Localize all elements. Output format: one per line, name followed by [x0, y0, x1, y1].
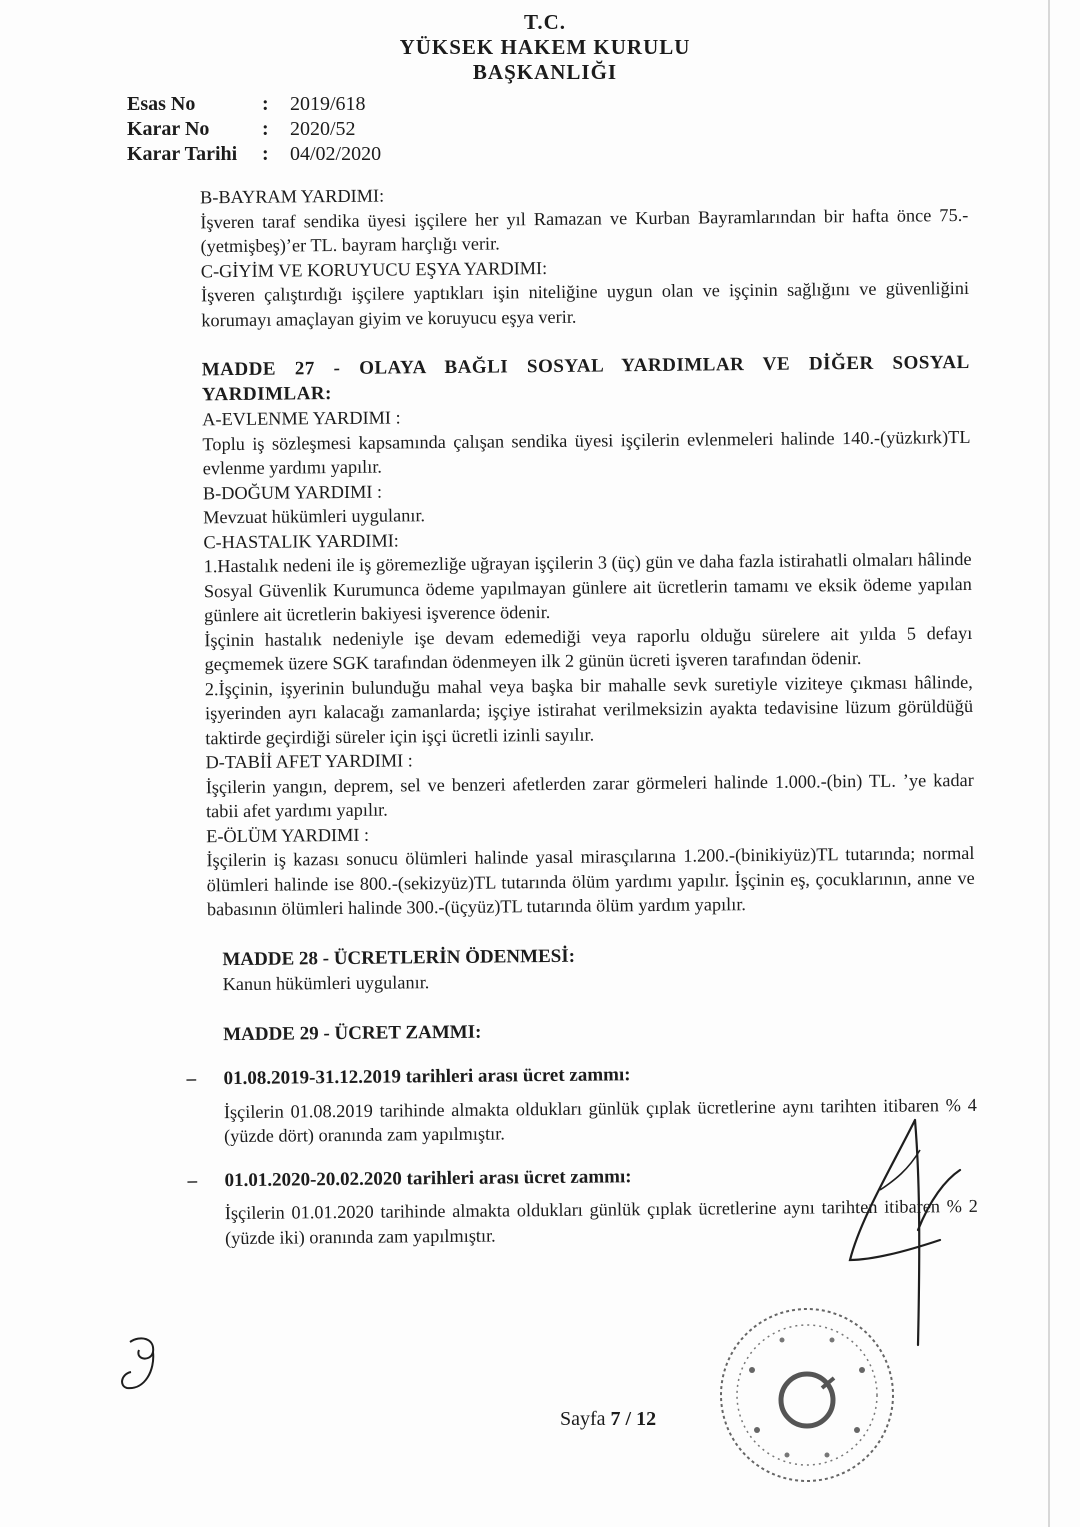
tarih-label: Karar Tarihi	[127, 143, 238, 165]
paragraph-hastalik-2: İşçinin hastalık nedeniyle işe devam edemediği veya raporlu olduğu sürelere ait yılda 5 defayı geçmemek üzere SGK tarafından ödenmeyen ilk 2 günün ücreti işveren tarafından ödenir.	[204, 622, 973, 675]
page-label: Sayfa	[560, 1408, 606, 1430]
karar-value: 2020/52	[290, 118, 356, 140]
zam-1-title: 01.08.2019-31.12.2019 tarihleri arası ücret zammı:	[223, 1064, 631, 1090]
section-title-evlenme: A-EVLENME YARDIMI :	[202, 407, 401, 430]
bullet-dash: –	[187, 1169, 198, 1191]
section-title-afet: D-TABİİ AFET YARDIMI :	[205, 750, 413, 773]
paragraph-olum: İşçilerin iş kazası sonucu ölümleri halinde yasal mirasçılarına 1.200.-(binikiyüz)TL tutarında; normal ölümleri halinde ise 800.-(sekizyüz)TL tutarında ölüm yardımı yapılır. İşçinin eş, çocuklarının, anne ve babasının ölümleri halinde 300.-(üçyüz)TL tutarında ölüm yardım yapılır.	[206, 842, 975, 920]
article-28-title: MADDE 28 - ÜCRETLERİN ÖDENMESİ:	[222, 945, 576, 970]
meta-colon: :	[262, 143, 269, 165]
article-27-title: MADDE 27 - OLAYA BAĞLI SOSYAL YARDIMLAR VE DİĞER SOSYAL YARDIMLAR:	[201, 351, 970, 405]
paragraph-afet: İşçilerin yangın, deprem, sel ve benzeri afetlerden zarar görmeleri halinde 1.000.-(bin) TL. ’ye kadar tabii afet yardımı yapılır.	[205, 769, 974, 822]
scan-edge-line	[1048, 0, 1050, 1527]
paragraph-hastalik-3: 2.İşçinin, işyerinin bulunduğu mahal veya başka bir mahalle sevk suretiyle viziteye çıkması hâlinde, işyerinden ayrı kalacağı zamanlarda; işçiye istirahat verilmeksizin ayakta tedavisine lüzum görüldüğü taktirde geçirdiği süreler için işçi ücretli izinli sayılır.	[204, 671, 974, 748]
meta-colon: :	[262, 93, 269, 115]
paragraph-zam-2: İşçilerin 01.01.2020 tarihinde almakta oldukları günlük çıplak ücretlerine aynı tarihten itibaren % 2 (yüzde iki) oranında zam yapılmıştır.	[224, 1195, 978, 1248]
header-line-1: T.C.	[523, 10, 567, 34]
page-footer	[560, 1408, 656, 1431]
header-line-2: YÜKSEK HAKEM KURULU	[399, 35, 691, 59]
article-29-title: MADDE 29 - ÜCRET ZAMMI:	[223, 1021, 482, 1045]
meta-colon: :	[262, 118, 269, 140]
meta-row-karar	[127, 117, 381, 142]
stamp-icon	[712, 1300, 902, 1490]
paragraph-evlenme: Toplu iş sözleşmesi kapsamında çalışan sendika üyesi işçilerin evlenmeleri halinde 140.-(yüzkırk)TL evlenme yardımı yapılır.	[202, 426, 971, 479]
page-number: 7 / 12	[610, 1408, 657, 1430]
section-title-olum: E-ÖLÜM YARDIMI :	[206, 824, 370, 846]
karar-label: Karar No	[127, 118, 210, 140]
paragraph-madde28: Kanun hükümleri uygulanır.	[222, 972, 430, 995]
section-title-hastalik: C-HASTALIK YARDIMI:	[203, 529, 399, 552]
paragraph-bayram: İşveren taraf sendika üyesi işçilere her yıl Ramazan ve Kurban Bayramlarından bir hafta önce 75.-(yetmişbeş)’er TL. bayram harçlığı verir.	[200, 204, 969, 257]
document-header	[0, 10, 1080, 85]
zam-2-title: 01.01.2020-20.02.2020 tarihleri arası ücret zammı:	[224, 1165, 632, 1191]
section-title-giyim: C-GİYİM VE KORUYUCU EŞYA YARDIMI:	[200, 257, 548, 281]
esas-label: Esas No	[127, 93, 196, 115]
bullet-dash: –	[186, 1068, 197, 1090]
section-title-bayram: B-BAYRAM YARDIMI:	[200, 185, 385, 208]
document-body	[130, 178, 978, 1251]
esas-value: 2019/618	[290, 93, 366, 115]
meta-row-esas	[127, 92, 381, 117]
section-title-dogum: B-DOĞUM YARDIMI :	[202, 481, 383, 503]
header-line-3: BAŞKANLIĞI	[472, 60, 618, 84]
tarih-value: 04/02/2020	[290, 143, 382, 165]
paragraph-hastalik-1: 1.Hastalık nedeni ile iş göremezliğe uğrayan işçilerin 3 (üç) gün ve daha fazla istirahatli olmaları hâlinde Sosyal Güvenlik Kurumunca ödeme yapılmayan günlere ait ücretlerin tamamı ve eksik ödeme yapılan günlere ait ücretlerin bakiyesi işverence ödenir.	[203, 548, 972, 626]
paragraph-giyim: İşveren çalıştırdığı işçilere yaptıkları işin niteliğine uygun olan ve işçinin sağlığını ve güvenliğini korumayı amaçlayan giyim ve koruyucu eşya verir.	[200, 277, 970, 330]
initial-icon	[115, 1330, 185, 1400]
paragraph-dogum: Mevzuat hükümleri uygulanır.	[203, 505, 426, 528]
case-meta	[127, 92, 381, 167]
paragraph-zam-1: İşçilerin 01.08.2019 tarihinde almakta oldukları günlük çıplak ücretlerine aynı tarihten itibaren % 4 (yüzde dört) oranında zam yapılmıştır.	[223, 1094, 977, 1147]
meta-row-tarih	[127, 142, 381, 167]
